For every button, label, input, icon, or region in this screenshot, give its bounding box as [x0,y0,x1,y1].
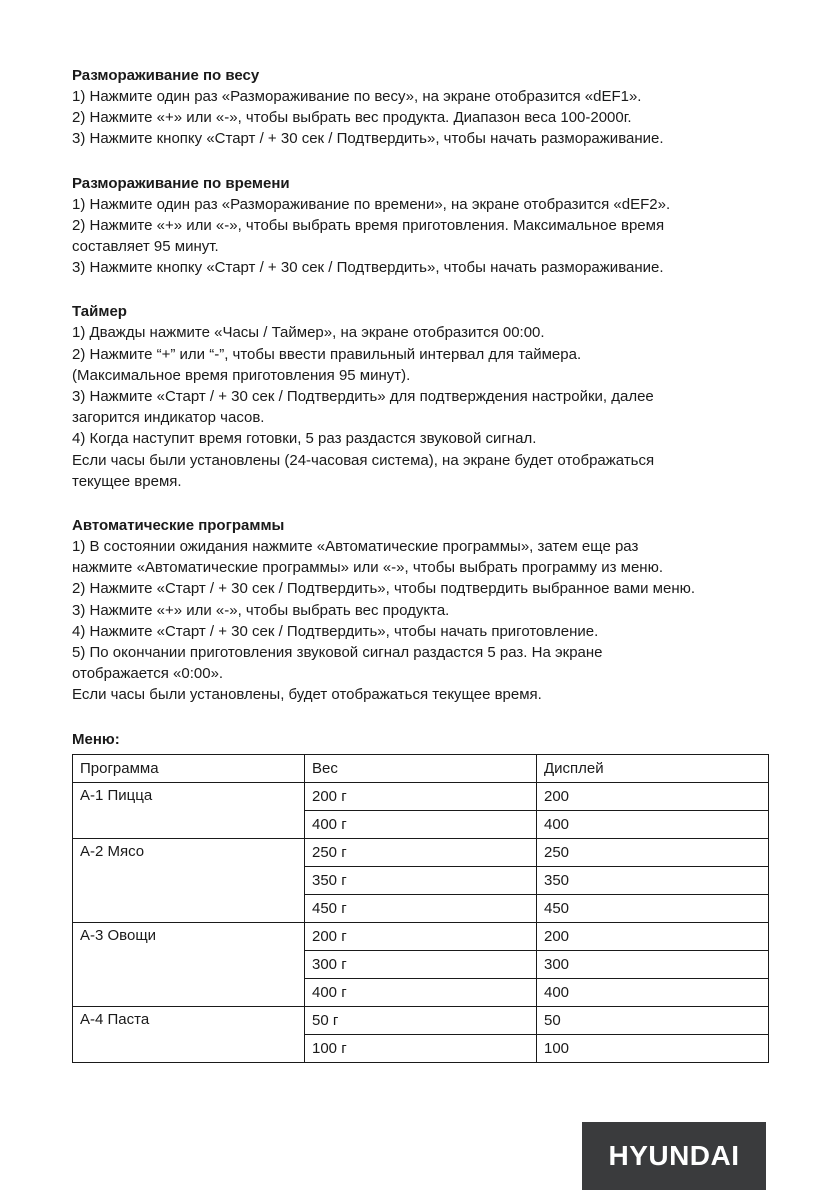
program-name-cell: А-4 Паста [73,1006,305,1062]
display-cell: 450 [537,894,769,922]
section-heading: Размораживание по весу [72,67,260,84]
display-cell: 350 [537,866,769,894]
section-line: 2) Нажмите «+» или «-», чтобы выбрать вес продукта. Диапазон веса 100-2000г. [72,109,632,127]
section-line: 2) Нажмите «+» или «-», чтобы выбрать время приготовления. Максимальное время [72,216,665,234]
menu-header-row [73,754,769,782]
section-line: Если часы были установлены (24-часовая система), на экране будет отображаться [72,451,655,469]
instruction-sections [72,65,772,706]
weight-cell: 50 г [305,1006,537,1034]
header-weight: Вес [305,754,537,782]
section-line: составляет 95 минут. [72,238,219,256]
weight-cell: 200 г [305,922,537,950]
program-name-cell: А-3 Овощи [73,922,305,1006]
header-program: Программа [73,754,305,782]
program-name-cell: А-1 Пицца [73,782,305,838]
section-line: 4) Когда наступит время готовки, 5 раз раздастся звуковой сигнал. [72,430,537,448]
section-heading: Автоматические программы [72,517,285,535]
section-line: (Максимальное время приготовления 95 минут). [72,366,411,384]
section-line: 3) Нажмите кнопку «Старт / + 30 сек / Подтвердить», чтобы начать размораживание. [72,130,664,148]
section-line: 2) Нажмите «Старт / + 30 сек / Подтвердить», чтобы подтвердить выбранное вами меню. [72,580,696,598]
section-line: текущее время. [72,472,182,490]
section-line: 3) Нажмите «+» или «-», чтобы выбрать вес продукта. [72,601,450,619]
display-cell: 300 [537,950,769,978]
header-display: Дисплей [537,754,769,782]
section-line: 1) Дважды нажмите «Часы / Таймер», на экране отобразится 00:00. [72,324,545,342]
table-row [73,782,769,810]
section-heading: Таймер [72,303,127,321]
section-line: 1) В состоянии ожидания нажмите «Автоматические программы», затем еще раз [72,538,639,556]
section-line: отображается «0:00». [72,665,224,683]
table-row [73,1006,769,1034]
weight-cell: 400 г [305,978,537,1006]
section-line: 1) Нажмите один раз «Размораживание по весу», на экране отобразится «dEF1». [72,88,642,105]
table-row [73,922,769,950]
display-cell: 250 [537,838,769,866]
section-line: загорится индикатор часов. [72,409,265,427]
section-line: нажмите «Автоматические программы» или «-», чтобы выбрать программу из меню. [72,559,663,577]
weight-cell: 300 г [305,950,537,978]
section-line: 3) Нажмите «Старт / + 30 сек / Подтвердить» для подтверждения настройки, далее [72,388,654,406]
section-heading: Размораживание по времени [72,174,290,192]
weight-cell: 350 г [305,866,537,894]
weight-cell: 250 г [305,838,537,866]
display-cell: 400 [537,810,769,838]
weight-cell: 100 г [305,1034,537,1062]
display-cell: 100 [537,1034,769,1062]
logo-text: HYUNDAI [608,1140,740,1171]
section [72,301,772,492]
program-name-cell: А-2 Мясо [73,838,305,922]
menu-block [72,729,772,1063]
menu-title: Меню: [72,730,120,748]
section-line: Если часы были установлены, будет отображаться текущее время. [72,686,542,704]
section [72,515,772,706]
table-row [73,838,769,866]
display-cell: 200 [537,782,769,810]
weight-cell: 200 г [305,782,537,810]
display-cell: 50 [537,1006,769,1034]
section-line: 2) Нажмите “+” или “-”, чтобы ввести правильный интервал для таймера. [72,345,582,363]
display-cell: 200 [537,922,769,950]
document-page [72,65,772,1063]
section-line: 5) По окончании приготовления звуковой сигнал раздастся 5 раз. На экране [72,644,603,662]
weight-cell: 450 г [305,894,537,922]
section-line: 3) Нажмите кнопку «Старт / + 30 сек / Подтвердить», чтобы начать размораживание. [72,259,664,277]
section [72,65,772,150]
section [72,173,772,279]
section-line: 1) Нажмите один раз «Размораживание по времени», на экране отобразится «dEF2». [72,195,671,213]
section-line: 4) Нажмите «Старт / + 30 сек / Подтвердить», чтобы начать приготовление. [72,622,599,640]
hyundai-logo [582,1122,766,1190]
menu-table [72,754,769,1063]
display-cell: 400 [537,978,769,1006]
weight-cell: 400 г [305,810,537,838]
